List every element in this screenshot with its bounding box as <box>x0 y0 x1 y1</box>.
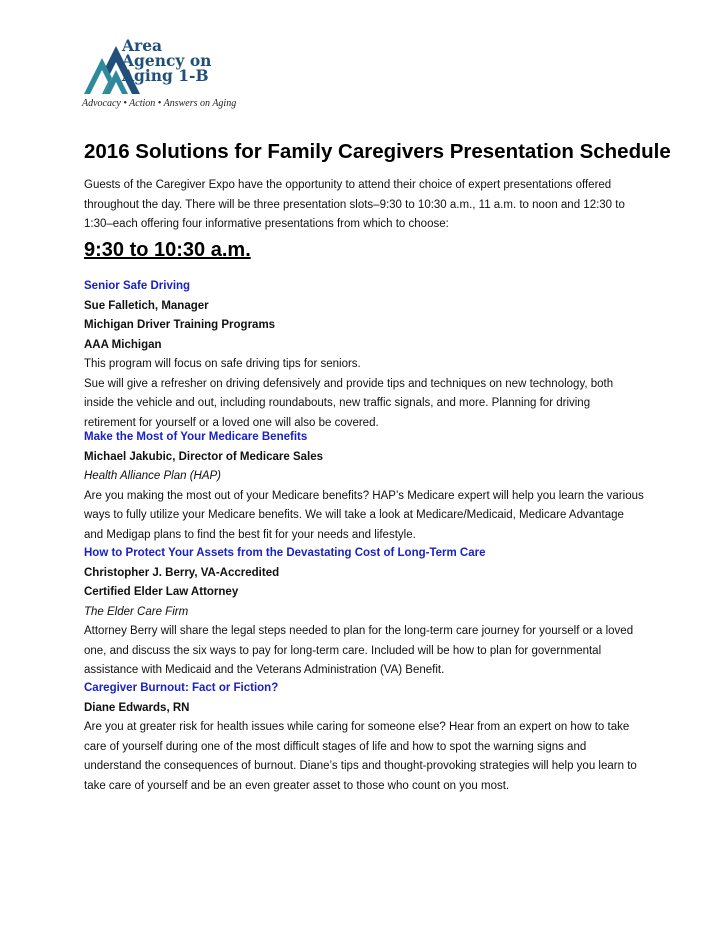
session-description: Are you making the most out of your Medicare benefits? HAP’s Medicare expert will help you learn the various ways to fully utilize your Medicare benefits. We will take a look at Medicare/Medicaid, Medicare Advantage and Medigap plans to find the best fit for your needs and lifestyle. <box>84 489 644 541</box>
session-long-term-care-assets <box>84 544 644 681</box>
presenter-credential: Certified Elder Law Attorney <box>84 586 239 598</box>
page-title: 2016 Solutions for Family Caregivers Presentation Schedule <box>84 140 671 163</box>
session-description: This program will focus on safe driving tips for seniors. <box>84 358 361 370</box>
logo-text-line-1: Area <box>122 36 163 55</box>
session-description: Attorney Berry will share the legal steps needed to plan for the long-term care journey for yourself or a loved one, and discuss the six ways to pay for long-term care. Included will be how to plan for governmental assistance with Medicaid and the Veterans Administration (VA) Benefit. <box>84 625 634 676</box>
logo-text-line-2: Agency on <box>122 51 212 70</box>
presenter-organization: Michigan Driver Training Programs <box>84 319 276 331</box>
presenter-organization: AAA Michigan <box>84 338 162 351</box>
session-medicare-benefits <box>84 428 644 545</box>
logo-text-line-3: Aging 1-B <box>122 66 209 85</box>
logo-tagline: Advocacy • Action • Answers on Aging <box>82 98 237 109</box>
session-senior-safe-driving <box>84 277 644 433</box>
presenter-name: Christopher J. Berry, VA-Accredited <box>84 566 280 579</box>
session-title: Senior Safe Driving <box>84 280 191 292</box>
session-title: How to Protect Your Assets from the Devastating Cost of Long-Term Care <box>84 547 486 559</box>
presenter-organization: The Elder Care Firm <box>84 605 189 618</box>
time-slot-heading: 9:30 to 10:30 a.m. <box>84 239 251 261</box>
intro-paragraph: Guests of the Caregiver Expo have the opportunity to attend their choice of expert presentations offered throughout the day. There will be three presentation slots–9:30 to 10:30 a.m., 11 a.m. to noon and 12:30 to 1:30–each offering four informative presentations from which to choose: <box>84 179 625 230</box>
presenter-name: Diane Edwards, RN <box>84 701 190 714</box>
session-description: Sue will give a refresher on driving defensively and provide tips and techniques on new technology, both inside the vehicle and out, including roundabouts, new traffic signals, and more. Planning for driving retirement for yourself or a loved one will also be covered. <box>84 377 614 429</box>
session-caregiver-burnout <box>84 679 644 796</box>
organization-logo <box>82 38 242 110</box>
session-description: Are you at greater risk for health issues while caring for someone else? Hear from an expert on how to take care of yourself during one of the most difficult stages of life and how to spot the warning signs and understand the consequences of burnout. Diane’s tips and thought-provoking strategies will help you learn to take care of yourself and be an even greater asset to those who count on you most. <box>84 721 637 792</box>
presenter-name: Michael Jakubic, Director of Medicare Sales <box>84 450 324 463</box>
session-title: Make the Most of Your Medicare Benefits <box>84 431 308 443</box>
session-title: Caregiver Burnout: Fact or Fiction? <box>84 682 279 694</box>
presenter-organization: Health Alliance Plan (HAP) <box>84 470 221 482</box>
presenter-name: Sue Falletich, Manager <box>84 299 209 312</box>
